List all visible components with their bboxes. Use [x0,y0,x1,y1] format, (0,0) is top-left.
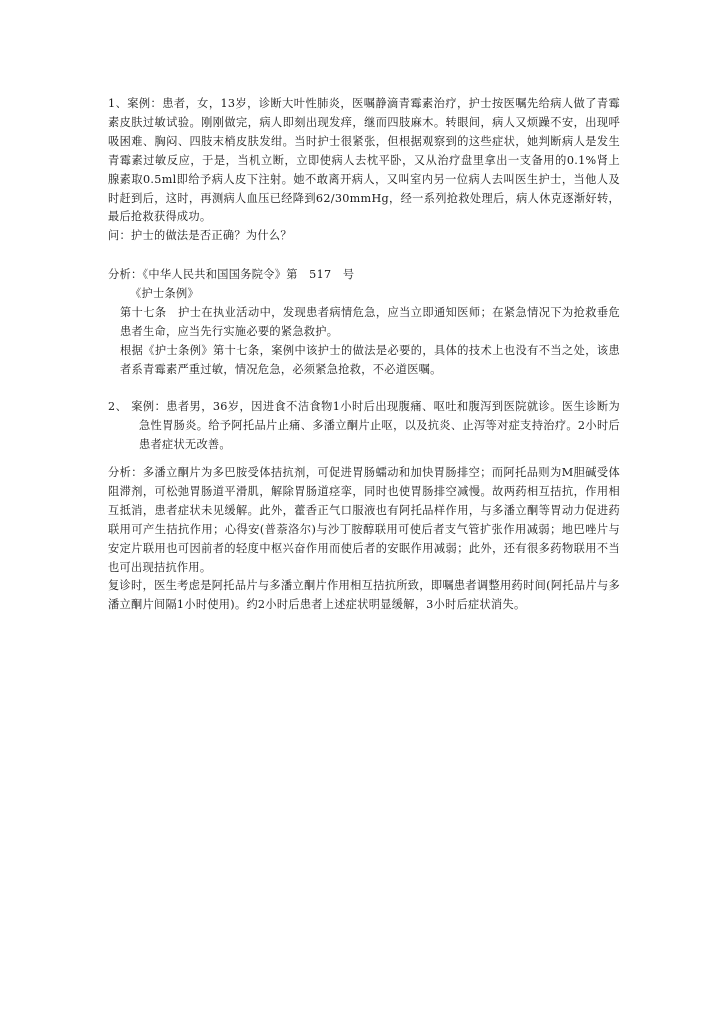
article-17-text: 第十七条 护士在执业活动中，发现患者病情危急，应当立即通知医师；在紧急情况下为抢救垂危患者生命，应当先行实施必要的紧急救护。 [120,305,620,338]
regulation-title: 《护士条例》 [130,286,199,300]
case-2-text: 2、 案例：患者男，36岁，因进食不洁食物1小时后出现腹痛、呕吐和腹泻到医院就诊。医生诊断为急性胃肠炎。给予阿托品片止痛、多潘立酮片止呕，以及抗炎、止泻等对症支持治疗。2小时后患者症状无改善。 [108,400,620,451]
analysis-2-text: 分析：多潘立酮片为多巴胺受体拮抗剂，可促进胃肠蠕动和加快胃肠排空；而阿托品则为M胆碱受体阻滞剂，可松弛胃肠道平滑肌，解除胃肠道痉挛，同时也使胃肠排空减慢。故两药相互拮抗，作用相互抵消，患者症状未见缓解。此外，藿香正气口服液也有阿托品样作用，与多潘立酮等胃动力促进药联用可产生拮抗作用；心得安(普萘洛尔)与沙丁胺醇联用可使后者支气管扩张作用减弱；地巴唑片与安定片联用也可因前者的轻度中枢兴奋作用而使后者的安眠作用减弱；此外，还有很多药物联用不当也可出现拮抗作用。 [108,466,620,574]
case-1-question: 问：护士的做法是否正确？为什么？ [108,229,292,243]
analysis-1-conclusion: 根据《护士条例》第十七条，案例中该护士的做法是必要的，具体的技术上也没有不当之处，该患者系青霉素严重过敏，情况危急，必须紧急抢救，不必道医嘱。 [120,343,620,376]
followup-text: 复诊时，医生考虑是阿托品片与多潘立酮片作用相互拮抗所致，即嘱患者调整用药时间(阿托品片与多潘立酮片间隔1小时使用)。约2小时后患者上述症状明显缓解，3小时后症状消失。 [108,579,620,612]
case-1-text: 1、案例：患者，女，13岁，诊断大叶性肺炎，医嘱静滴青霉素治疗，护士按医嘱先给病人做了青霉素皮肤过敏试验。刚刚做完，病人即刻出现发痒，继而四肢麻木。转眼间，病人又烦躁不安，出现呼吸困难、胸闷、四肢末梢皮肤发绀。当时护士很紧张，但根据观察到的这些症状，她判断病人是发生青霉素过敏反应，于是，当机立断，立即使病人去枕平卧，又从治疗盘里拿出一支备用的0.1%肾上腺素取0.5ml即给予病人皮下注射。她不敢离开病人，又叫室内另一位病人去叫医生护士，当他人及时赶到后，这时，再测病人血压已经降到62/30mmHg，经一系列抢救处理后，病人休克逐渐好转，最后抢救获得成功。 [108,97,620,224]
analysis-1-section [108,266,620,379]
case-2-section [108,398,620,455]
analysis-2-section [108,464,620,615]
analysis-1-heading: 分析：《中华人民共和国国务院令》第 517 号 [108,268,355,281]
case-1-section [108,95,620,246]
